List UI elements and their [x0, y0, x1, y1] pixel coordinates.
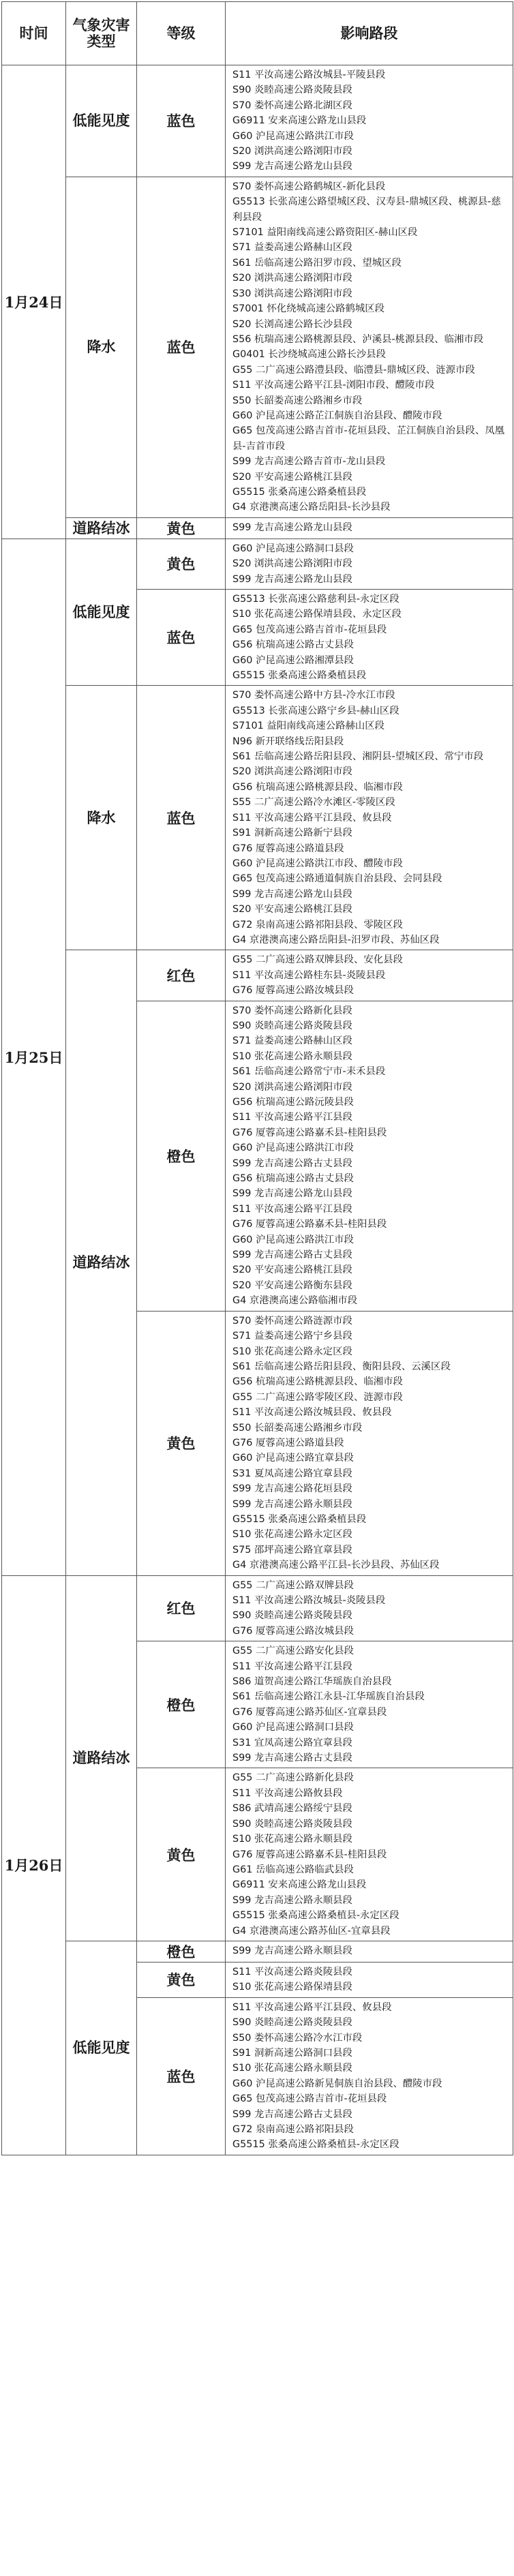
road-segment-line: S20 平安高速公路桃江县段 — [232, 904, 352, 915]
road-segment-line: G5515 张桑高速公路桑植县段 — [232, 486, 367, 498]
road-segment-line: G0401 长沙绕城高速公路长沙县段 — [232, 349, 387, 361]
road-segment-line: N96 新开联络线岳阳县段 — [232, 736, 344, 747]
warning-level-cell: 橙色 — [137, 1641, 226, 1768]
warning-level-cell: 橙色 — [137, 1941, 226, 1962]
affected-roads-cell — [226, 1997, 513, 2155]
affected-roads-cell — [226, 1941, 513, 1962]
road-segment-line: G76 厦蓉高速公路嘉禾县-桂阳县段 — [232, 1219, 387, 1230]
road-segment-line: G76 厦蓉高速公路道县段 — [232, 1437, 344, 1449]
road-segment-line: S90 炎睦高速公路炎陵县段 — [232, 1818, 352, 1830]
road-segment-line: S20 浏洪高速公路浏阳市段 — [232, 1081, 352, 1093]
road-segment-line: G55 二广高速公路零陵区段、涟源市段 — [232, 1391, 403, 1403]
road-segment-line: S61 岳临高速公路常宁市-耒禾县段 — [232, 1066, 386, 1078]
road-segment-line: S86 道贺高速公路江华瑶族自治县段 — [232, 1676, 392, 1688]
road-segment-line: S10 张花高速公路保靖县段 — [232, 1982, 352, 1993]
disaster-type-cell: 低能见度 — [66, 65, 137, 177]
road-segment-line: G72 泉南高速公路祁阳县段 — [232, 2124, 354, 2135]
date-cell: 1月26日 — [2, 1575, 66, 2155]
road-segment-line: G6911 安来高速公路龙山县段 — [232, 1879, 367, 1891]
road-segment-line: S10 张花高速公路永定区段 — [232, 1529, 352, 1541]
road-segment-line: S99 龙吉高速公路吉首市-龙山县段 — [232, 456, 386, 468]
road-segment-line: G76 厦蓉高速公路苏仙区-宜章县段 — [232, 1706, 387, 1718]
road-segment-line: S31 宜凤高速公路宜章县段 — [232, 1737, 352, 1748]
road-segment-line: S61 岳临高速公路汨罗市段、望城区段 — [232, 257, 402, 269]
road-segment-line: G65 包茂高速公路通道侗族自治县段、会同县段 — [232, 873, 442, 885]
road-segment-line: S20 浏洪高速公路浏阳市段 — [232, 766, 352, 778]
road-segment-line: G5515 张桑高速公路桑植县-永定区段 — [232, 1910, 399, 1922]
road-segment-line: S50 长韶娄高速公路湘乡市段 — [232, 395, 363, 406]
road-segment-line: S11 平汝高速公路汝城县段、攸县段 — [232, 1407, 392, 1419]
road-segment-line: S61 岳临高速公路岳阳县段、湘阴县-望城区段、常宁市段 — [232, 751, 484, 763]
road-segment-line: G4 京港澳高速公路临湘市段 — [232, 1295, 358, 1307]
road-segment-line: S20 浏洪高速公路浏阳市段 — [232, 273, 352, 284]
road-segment-line: S11 平汝高速公路平江县段 — [232, 1112, 352, 1123]
warning-level-cell: 蓝色 — [137, 590, 226, 686]
road-segment-line: S70 娄怀高速公路中方县-冷水江市段 — [232, 690, 395, 701]
road-segment-line: S99 龙吉高速公路龙山县段 — [232, 161, 352, 172]
warning-level-cell: 蓝色 — [137, 686, 226, 950]
road-segment-line: G65 包茂高速公路吉首市-花垣县段 — [232, 624, 387, 635]
affected-roads-cell — [226, 950, 513, 1001]
road-segment-line: S99 龙吉高速公路永顺县段 — [232, 1894, 352, 1906]
disaster-type-cell: 低能见度 — [66, 1941, 137, 2155]
road-segment-line: S90 炎睦高速公路炎陵县段 — [232, 1020, 352, 1031]
disaster-type-cell: 降水 — [66, 177, 137, 517]
road-segment-line: S7101 益阳南线高速公路赫山区段 — [232, 721, 385, 732]
road-segment-line: G55 二广高速公路安化县段 — [232, 1646, 354, 1657]
table-row — [2, 950, 513, 1001]
road-segment-line: G5515 张桑高速公路桑植县-永定区段 — [232, 2139, 399, 2151]
road-segment-line: G76 厦蓉高速公路道县段 — [232, 843, 344, 854]
road-segment-line: G76 厦蓉高速公路汝城县段 — [232, 1625, 354, 1637]
road-segment-line: G60 沪昆高速公路洪江市段 — [232, 130, 354, 142]
road-segment-line: S20 浏洪高速公路浏阳市段 — [232, 558, 352, 570]
road-segment-line: S99 龙吉高速公路古丈县段 — [232, 1249, 352, 1261]
road-segment-line: S71 益娄高速公路宁乡县段 — [232, 1331, 352, 1342]
road-segment-line: S10 张花高速公路保靖县段、永定区段 — [232, 609, 402, 620]
road-segment-line: S70 娄怀高速公路北湖区段 — [232, 100, 352, 111]
road-segment-line: G60 沪昆高速公路洪江市段 — [232, 1142, 354, 1154]
affected-roads-cell — [226, 1641, 513, 1768]
road-segment-line: S70 娄怀高速公路鹤城区-新化县段 — [232, 181, 386, 192]
road-segment-line: S71 益娄高速公路赫山区段 — [232, 1035, 352, 1047]
road-segment-line: G55 二广高速公路新化县段 — [232, 1772, 354, 1784]
road-segment-line: S99 龙吉高速公路永顺县段 — [232, 1945, 352, 1956]
road-segment-line: G60 沪昆高速公路洪江市段、醴陵市段 — [232, 858, 403, 869]
road-segment-line: S99 龙吉高速公路龙山县段 — [232, 573, 352, 585]
affected-roads-cell — [226, 1001, 513, 1311]
affected-roads-cell — [226, 517, 513, 539]
affected-roads-cell — [226, 177, 513, 517]
road-segment-line: G55 二广高速公路双牌县段、安化县段 — [232, 954, 403, 966]
road-segment-line: G4 京港澳高速公路岳阳县-长沙县段 — [232, 502, 391, 513]
road-segment-line: G5513 长张高速公路慈利县-永定区段 — [232, 594, 399, 605]
road-segment-line: G5515 张桑高速公路桑植县段 — [232, 1513, 367, 1525]
table-row — [2, 1941, 513, 1962]
road-segment-line: S86 武靖高速公路绥宁县段 — [232, 1803, 352, 1815]
warning-level-cell: 黄色 — [137, 539, 226, 589]
table-header-row — [2, 2, 513, 65]
warning-level-cell: 蓝色 — [137, 177, 226, 517]
affected-roads-cell — [226, 1575, 513, 1641]
road-segment-line: G5513 长张高速公路望城区段、汉寿县-鼎城区段、桃源县-慈利县段 — [232, 196, 501, 223]
road-segment-line: S71 益娄高速公路赫山区段 — [232, 242, 352, 254]
disaster-type-cell: 低能见度 — [66, 539, 137, 686]
road-segment-line: S90 炎睦高速公路炎陵县段 — [232, 1610, 352, 1622]
header-time: 时间 — [2, 2, 66, 65]
road-segment-line: S31 夏凤高速公路宜章县段 — [232, 1468, 352, 1479]
road-segment-line: G55 二广高速公路双牌县段 — [232, 1579, 354, 1591]
table-row — [2, 177, 513, 517]
road-segment-line: G4 京港澳高速公路岳阳县-汨罗市段、苏仙区段 — [232, 934, 440, 945]
affected-roads-cell — [226, 65, 513, 177]
date-cell: 1月24日 — [2, 65, 66, 539]
road-segment-line: S75 邵坪高速公路宜章县段 — [232, 1544, 352, 1556]
road-segment-line: S70 娄怀高速公路新化县段 — [232, 1005, 352, 1016]
warning-level-cell: 黄色 — [137, 517, 226, 539]
road-segment-line: S20 平安高速公路桃江县段 — [232, 471, 352, 483]
road-segment-line: S11 平汝高速公路平江县段、攸县段 — [232, 2001, 392, 2013]
header-affected-roads: 影响路段 — [226, 2, 513, 65]
affected-roads-cell — [226, 686, 513, 950]
road-segment-line: S11 平汝高速公路汝城县-平陵县段 — [232, 70, 386, 80]
road-segment-line: S20 长浏高速公路长沙县段 — [232, 318, 352, 330]
warning-level-cell: 黄色 — [137, 1768, 226, 1941]
road-segment-line: S10 张花高速公路永定区段 — [232, 1346, 352, 1357]
table-body — [2, 65, 513, 2155]
road-segment-line: S91 洞新高速公路新宁县段 — [232, 828, 352, 839]
road-segment-line: S7001 怀化绕城高速公路鹤城区段 — [232, 303, 385, 315]
road-segment-line: G60 沪昆高速公路洞口县段 — [232, 1722, 354, 1733]
road-segment-line: G72 泉南高速公路祁阳县段、零陵区段 — [232, 919, 403, 930]
disaster-type-cell: 道路结冰 — [66, 950, 137, 1575]
road-segment-line: S11 平汝高速公路炎陵县段 — [232, 1966, 352, 1978]
warning-level-cell: 红色 — [137, 1575, 226, 1641]
road-segment-line: S11 平汝高速公路平江县段、攸县段 — [232, 812, 392, 823]
road-segment-line: S99 龙吉高速公路古丈县段 — [232, 1157, 352, 1169]
road-segment-line: S11 平汝高速公路平江县-浏阳市段、醴陵市段 — [232, 380, 435, 391]
road-segment-line: G4 京港澳高速公路苏仙区-宜章县段 — [232, 1925, 391, 1937]
road-segment-line: S10 张花高速公路永顺县段 — [232, 2063, 352, 2074]
warning-level-cell: 黄色 — [137, 1962, 226, 1997]
road-segment-line: S11 平汝高速公路平江县段 — [232, 1203, 352, 1215]
affected-roads-cell — [226, 1768, 513, 1941]
header-level: 等级 — [137, 2, 226, 65]
affected-roads-cell — [226, 1962, 513, 1997]
road-segment-line: G76 厦蓉高速公路嘉禾县-桂阳县段 — [232, 1127, 387, 1138]
warning-level-cell: 蓝色 — [137, 1997, 226, 2155]
road-segment-line: S56 杭瑞高速公路桃源县段、泸溪县-桃源县段、临湘市段 — [232, 333, 484, 345]
road-segment-line: G60 沪昆高速公路洪江市段 — [232, 1234, 354, 1245]
table-row — [2, 517, 513, 539]
road-segment-line: S90 炎睦高速公路炎陵县段 — [232, 85, 352, 96]
road-segment-line: S7101 益阳南线高速公路资阳区-赫山区段 — [232, 227, 418, 239]
road-segment-line: S99 龙吉高速公路龙山县段 — [232, 1188, 352, 1200]
road-segment-line: S99 龙吉高速公路龙山县段 — [232, 888, 352, 900]
road-segment-line: G61 岳临高速公路临武县段 — [232, 1864, 354, 1875]
road-segment-line: G5515 张桑高速公路桑植县段 — [232, 670, 367, 682]
road-segment-line: S99 龙吉高速公路古丈县段 — [232, 2108, 352, 2120]
road-segment-line: G76 厦蓉高速公路嘉禾县-桂阳县段 — [232, 1849, 387, 1860]
disaster-type-cell: 道路结冰 — [66, 517, 137, 539]
road-segment-line: G65 包茂高速公路吉首市-花垣县段 — [232, 2093, 387, 2105]
road-segment-line: S11 平汝高速公路攸县段 — [232, 1787, 343, 1799]
road-segment-line: G6911 安来高速公路龙山县段 — [232, 115, 367, 127]
header-disaster-type: 气象灾害类型 — [66, 2, 137, 65]
road-segment-line: S20 平安高速公路衡东县段 — [232, 1279, 352, 1291]
road-segment-line: G76 厦蓉高速公路汝城县段 — [232, 985, 354, 997]
road-segment-line: S11 平汝高速公路桂东县-炎陵县段 — [232, 969, 386, 981]
road-segment-line: S99 龙吉高速公路永顺县段 — [232, 1498, 352, 1510]
road-segment-line: S11 平汝高速公路汝城县-炎陵县段 — [232, 1595, 386, 1606]
disaster-type-cell: 道路结冰 — [66, 1575, 137, 1941]
affected-roads-cell — [226, 539, 513, 589]
affected-roads-cell — [226, 590, 513, 686]
road-segment-line: S50 长韶娄高速公路湘乡市段 — [232, 1422, 363, 1434]
road-segment-line: G65 包茂高速公路吉首市-花垣县段、芷江侗族自治县段、凤凰县-吉首市段 — [232, 425, 504, 452]
road-segment-line: S70 娄怀高速公路涟源市段 — [232, 1315, 352, 1327]
road-segment-line: S20 浏洪高速公路浏阳市段 — [232, 146, 352, 157]
warning-level-cell: 橙色 — [137, 1001, 226, 1311]
warning-level-cell: 蓝色 — [137, 65, 226, 177]
road-segment-line: G60 沪昆高速公路新晃侗族自治县段、醴陵市段 — [232, 2078, 442, 2089]
road-segment-line: S99 龙吉高速公路花垣县段 — [232, 1483, 352, 1495]
road-segment-line: S99 龙吉高速公路古丈县段 — [232, 1753, 352, 1764]
road-segment-line: G56 杭瑞高速公路沅陵县段 — [232, 1097, 354, 1108]
road-segment-line: S50 娄怀高速公路冷水江市段 — [232, 2032, 363, 2044]
road-segment-line: G56 杭瑞高速公路古丈县段 — [232, 639, 354, 651]
road-segment-line: S11 平汝高速公路平江县段 — [232, 1661, 352, 1672]
table-row — [2, 539, 513, 589]
road-segment-line: G60 沪昆高速公路洞口县段 — [232, 543, 354, 554]
road-segment-line: G56 杭瑞高速公路古丈县段 — [232, 1173, 354, 1185]
road-segment-line: S30 浏洪高速公路浏阳市段 — [232, 288, 352, 299]
road-segment-line: G5513 长张高速公路宁乡县-赫山区段 — [232, 705, 399, 716]
road-segment-line: S90 炎睦高速公路炎陵县段 — [232, 2017, 352, 2029]
road-segment-line: S10 张花高速公路永顺县段 — [232, 1834, 352, 1845]
table-row — [2, 1575, 513, 1641]
road-segment-line: G4 京港澳高速公路平江县-长沙县段、苏仙区段 — [232, 1560, 440, 1571]
road-segment-line: G60 沪昆高速公路芷江侗族自治县段、醴陵市段 — [232, 410, 442, 421]
road-segment-line: S55 二广高速公路冷水滩区-零陵区段 — [232, 797, 395, 808]
road-segment-line: S10 张花高速公路永顺县段 — [232, 1050, 352, 1062]
road-segment-line: S99 龙吉高速公路龙山县段 — [232, 521, 352, 533]
table-row — [2, 65, 513, 177]
date-cell: 1月25日 — [2, 539, 66, 1575]
road-segment-line: G55 二广高速公路澧县段、临澧县-鼎城区段、涟源市段 — [232, 364, 475, 376]
road-segment-line: G56 杭瑞高速公路桃源县段、临湘市段 — [232, 1376, 403, 1388]
warning-level-cell: 黄色 — [137, 1311, 226, 1575]
warning-level-cell: 红色 — [137, 950, 226, 1001]
road-segment-line: G56 杭瑞高速公路桃源县段、临湘市段 — [232, 781, 403, 793]
road-segment-line: S61 岳临高速公路岳阳县段、衡阳县段、云溪区段 — [232, 1361, 451, 1372]
road-segment-line: S91 洞新高速公路洞口县段 — [232, 2047, 352, 2059]
road-segment-line: G60 沪昆高速公路湘潭县段 — [232, 654, 354, 666]
road-weather-warning-table — [1, 1, 513, 2155]
affected-roads-cell — [226, 1311, 513, 1575]
road-segment-line: S61 岳临高速公路江永县-江华瑶族自治县段 — [232, 1691, 425, 1703]
table-row — [2, 686, 513, 950]
disaster-type-cell: 降水 — [66, 686, 137, 950]
road-segment-line: G60 沪昆高速公路宜章县段 — [232, 1453, 354, 1464]
road-segment-line: S20 平安高速公路桃江县段 — [232, 1264, 352, 1276]
